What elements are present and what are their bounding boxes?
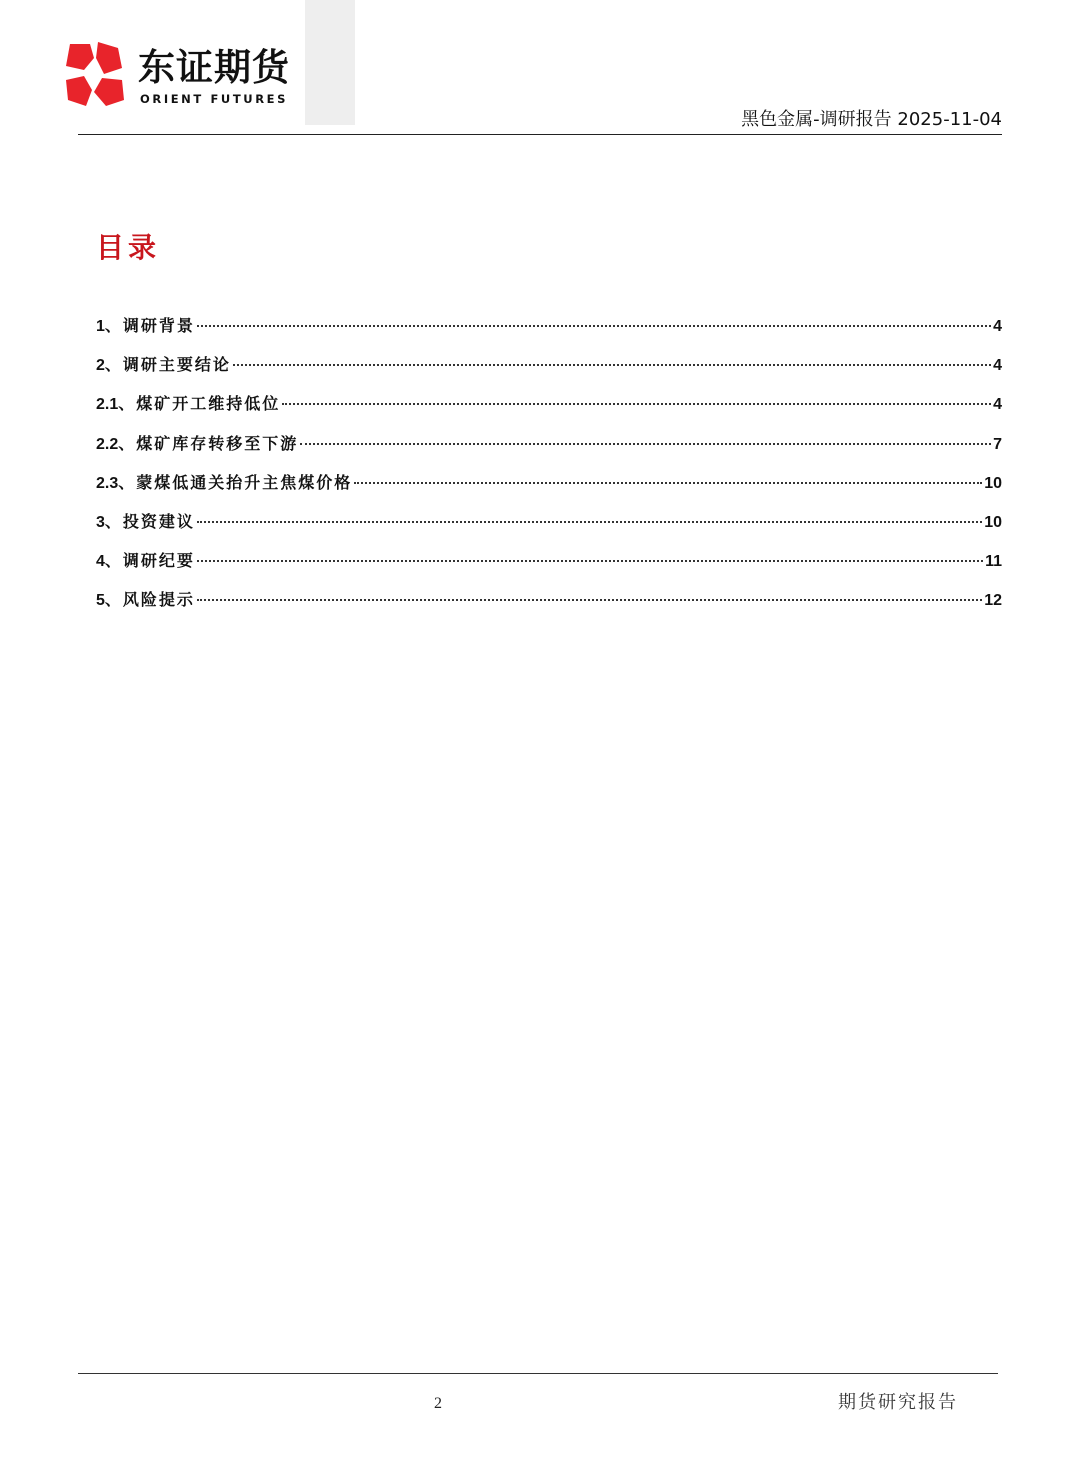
toc-leader-dots	[282, 403, 991, 405]
toc-item-number: 2、	[96, 357, 121, 375]
toc-item[interactable]	[96, 433, 1002, 472]
toc-leader-dots	[197, 599, 982, 601]
toc-item[interactable]	[96, 472, 1002, 511]
toc-item-number: 2.1、	[96, 396, 135, 414]
toc-item[interactable]	[96, 589, 1002, 628]
toc-item[interactable]	[96, 550, 1002, 589]
logo-english-name: ORIENT FUTURES	[140, 92, 289, 106]
toc-item-title: 煤矿库存转移至下游	[136, 433, 299, 453]
header-divider	[78, 134, 1002, 135]
toc-item-number: 3、	[96, 513, 121, 531]
toc-item[interactable]	[96, 354, 1002, 393]
toc-item-page: 4	[993, 318, 1002, 335]
toc-leader-dots	[233, 364, 991, 366]
footer-label: 期货研究报告	[838, 1392, 958, 1413]
toc-item-title: 蒙煤低通关抬升主焦煤价格	[136, 472, 353, 492]
toc-item-page: 10	[984, 474, 1002, 492]
toc-item-title: 投资建议	[122, 511, 195, 531]
toc-item-title: 煤矿开工维持低位	[136, 394, 281, 414]
report-label: 黑色金属-调研报告 2025-11-04	[741, 109, 1002, 130]
header-gray-band	[305, 0, 355, 125]
toc-item[interactable]	[96, 511, 1002, 550]
toc-item[interactable]	[96, 393, 1002, 432]
toc-item-title: 风险提示	[122, 590, 195, 610]
toc-title: 目录	[96, 231, 161, 264]
page-number: 2	[434, 1395, 442, 1412]
company-logo	[62, 40, 292, 110]
orient-futures-logo-icon	[62, 40, 126, 108]
toc-item-title: 调研背景	[122, 316, 195, 335]
toc-item-number: 2.2、	[96, 435, 135, 453]
toc-item-page: 4	[993, 357, 1002, 375]
toc-item[interactable]	[96, 315, 1002, 354]
toc-leader-dots	[354, 482, 982, 484]
toc-leader-dots	[197, 325, 991, 327]
logo-chinese-name: 东证期货	[138, 46, 290, 89]
toc-item-page: 4	[993, 396, 1002, 414]
toc-leader-dots	[197, 521, 982, 523]
toc-item-page: 7	[993, 435, 1002, 453]
table-of-contents	[96, 315, 1002, 629]
toc-item-page: 11	[985, 553, 1002, 571]
toc-leader-dots	[300, 443, 991, 445]
toc-item-number: 4、	[96, 553, 121, 571]
toc-item-title: 调研主要结论	[122, 355, 231, 375]
toc-item-title: 调研纪要	[122, 551, 195, 571]
toc-item-page: 12	[984, 592, 1002, 610]
footer-divider	[78, 1373, 998, 1374]
toc-item-number: 2.3、	[96, 474, 135, 492]
toc-item-number: 1、	[96, 318, 121, 335]
toc-item-page: 10	[984, 513, 1002, 531]
toc-item-number: 5、	[96, 592, 121, 610]
toc-leader-dots	[197, 560, 983, 562]
